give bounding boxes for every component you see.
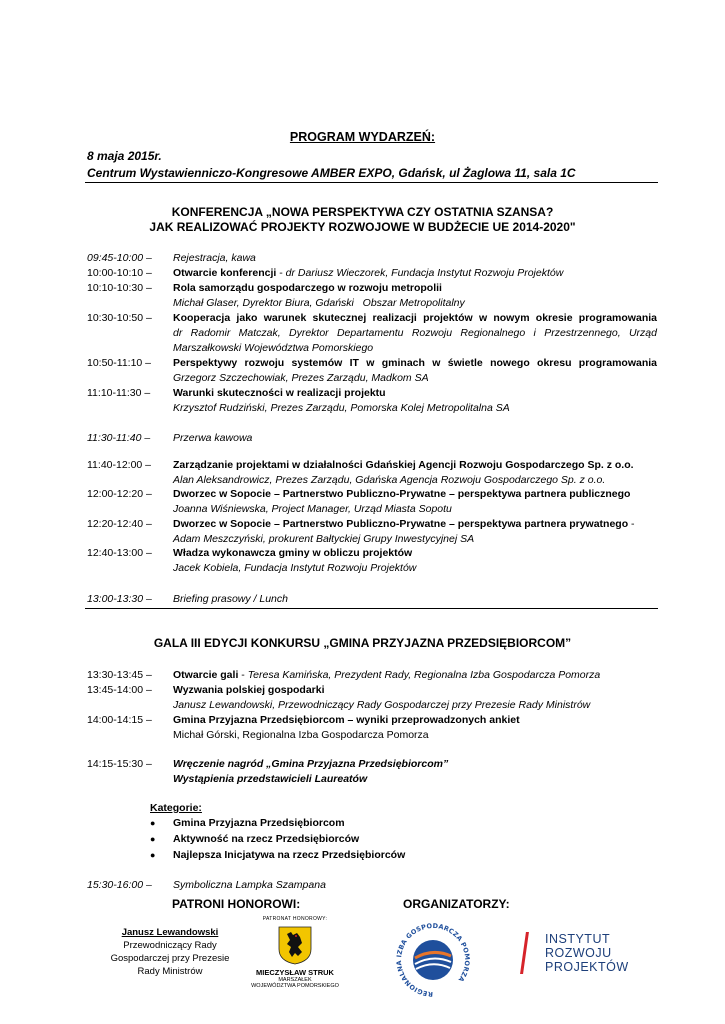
gala-title: GALA III EDYCJI KONKURSU „GMINA PRZYJAZNA PRZEDSIĘBIORCOM”	[153, 636, 572, 650]
patrons-label: PATRONI HONOROWI:	[172, 897, 301, 911]
agenda-time: 10:30-10:50 –	[87, 312, 152, 324]
rigp-emblem-icon	[387, 914, 479, 1006]
griffin-emblem-icon	[276, 925, 314, 965]
agenda-title: Dworzec w Sopocie – Partnerstwo Publiczno-Prywatne – perspektywa partnera prywatnego	[173, 518, 629, 530]
agenda-time: 13:00-13:30 –	[87, 593, 152, 605]
agenda-time: 12:00-12:20 –	[87, 488, 152, 500]
honorary-patron	[100, 926, 240, 978]
agenda-title: Warunki skuteczności w realizacji projektu	[173, 387, 386, 399]
agenda-speaker: dr Dariusz Wieczorek, Fundacja Instytut Rozwoju Projektów	[285, 267, 564, 279]
conference-title-line1: KONFERENCJA „NOWA PERSPEKTYWA CZY OSTATNIA SZANSA?	[171, 205, 554, 219]
agenda-time: 09:45-10:00 –	[87, 252, 152, 264]
divider	[85, 608, 658, 609]
agenda-time: 10:50-11:10 –	[87, 357, 152, 369]
category-item: Najlepsza Inicjatywa na rzecz Przedsiębiorców	[173, 849, 406, 861]
agenda-time: 11:40-12:00 –	[87, 459, 152, 471]
agenda-speaker: dr Radomir Matczak, Dyrektor Departamentu Rozwoju Regionalnego i Przestrzennego, Urząd	[173, 326, 657, 339]
patron-role: Gospodarczej przy Prezesie	[110, 953, 230, 964]
organizers-label: ORGANIZATORZY:	[403, 897, 510, 911]
seal-name: MIECZYSŁAW STRUK	[256, 968, 334, 977]
agenda-separator: -	[276, 267, 286, 279]
categories-label: Kategorie:	[150, 802, 202, 814]
agenda-title: Otwarcie konferencji	[173, 267, 277, 279]
agenda-speaker: Michał Glaser, Dyrektor Biura, Gdański Obszar Metropolitalny	[173, 296, 465, 309]
agenda-title: Otwarcie gali	[173, 669, 239, 681]
bullet-icon: ●	[150, 850, 156, 860]
irp-mark-icon	[520, 932, 543, 974]
agenda-time: 15:30-16:00 –	[87, 879, 152, 891]
agenda-title: Perspektywy rozwoju systemów IT w gminach w świetle nowego okresu programowania	[173, 357, 657, 369]
agenda-title: Symboliczna Lampka Szampana	[173, 879, 326, 891]
agenda-separator: -	[238, 669, 248, 681]
agenda-time: 10:10-10:30 –	[87, 282, 152, 294]
seal-role: MARSZAŁEK	[278, 977, 312, 983]
agenda-time: 11:10-11:30 –	[87, 387, 151, 399]
irp-logo	[523, 930, 653, 978]
agenda-speaker: Grzegorz Szczechowiak, Prezes Zarządu, Madkom SA	[173, 371, 429, 384]
bullet-icon: ●	[150, 818, 156, 828]
agenda-speaker: Krzysztof Rudziński, Prezes Zarządu, Pomorska Kolej Metropolitalna SA	[173, 401, 510, 414]
patron-role: Przewodniczący Rady	[123, 940, 217, 951]
patron-role: Rady Ministrów	[137, 966, 203, 977]
agenda-speaker: Adam Meszczyński, prokurent Bałtyckiej Grupy Inwestycyjnej SA	[173, 532, 475, 545]
agenda-time: 14:15-15:30 –	[87, 758, 152, 770]
agenda-time: 12:20-12:40 –	[87, 518, 152, 530]
rigp-circular-text: REGIONALNA IZBA GOSPODARCZA POMORZA	[394, 921, 472, 999]
agenda-time: 12:40-13:00 –	[87, 547, 152, 559]
irp-line: INSTYTUT	[545, 932, 611, 946]
irp-line: ROZWOJU	[545, 946, 612, 960]
agenda-time: 14:00-14:15 –	[87, 714, 152, 726]
agenda-time: 13:45-14:00 –	[87, 684, 152, 696]
page-title: PROGRAM WYDARZEŃ:	[289, 130, 436, 144]
agenda-title: Władza wykonawcza gminy w obliczu projektów	[173, 547, 413, 559]
agenda-time: 13:30-13:45 –	[87, 669, 152, 681]
agenda-title: Wyzwania polskiej gospodarki	[173, 684, 325, 696]
agenda-speaker: Teresa Kamińska, Prezydent Rady, Regionalna Izba Gospodarcza Pomorza	[247, 669, 601, 681]
agenda-title: Rejestracja, kawa	[173, 252, 256, 264]
marshal-patronage-logo	[240, 916, 350, 1006]
agenda-title: Przerwa kawowa	[173, 432, 253, 444]
agenda-title: Wręczenie nagród „Gmina Przyjazna Przedsiębiorcom”	[173, 758, 449, 770]
agenda-speaker: Jacek Kobiela, Fundacja Instytut Rozwoju Projektów	[173, 561, 417, 574]
irp-line: PROJEKTÓW	[545, 960, 629, 974]
event-venue: Centrum Wystawienniczo-Kongresowe AMBER EXPO, Gdańsk, ul Żaglowa 11, sala 1C	[87, 166, 576, 180]
agenda-speaker: Joanna Wiśniewska, Project Manager, Urząd Miasta Sopotu	[173, 502, 452, 515]
seal-caption: PATRONAT HONOROWY:	[262, 916, 328, 922]
event-date: 8 maja 2015r.	[87, 149, 162, 163]
agenda-speaker-cont: Marszałkowski Województwa Pomorskiego	[173, 341, 374, 354]
agenda-title: Gmina Przyjazna Przedsiębiorcom – wyniki przeprowadzonych ankiet	[173, 714, 520, 726]
agenda-title: Briefing prasowy / Lunch	[173, 593, 288, 605]
patron-name: Janusz Lewandowski	[121, 927, 219, 938]
agenda-title: Rola samorządu gospodarczego w rozwoju metropolii	[173, 282, 442, 294]
agenda-speaker: Janusz Lewandowski, Przewodniczący Rady Gospodarczej przy Prezesie Rady Ministrów	[173, 698, 591, 711]
agenda-time: 10:00-10:10 –	[87, 267, 152, 279]
agenda-time: 11:30-11:40 –	[87, 432, 151, 444]
agenda-speaker: Alan Aleksandrowicz, Prezes Zarządu, Gdańska Agencja Rozwoju Gospodarczego Sp. z o.o.	[173, 473, 606, 486]
category-item: Gmina Przyjazna Przedsiębiorcom	[173, 817, 345, 829]
rigp-logo	[387, 914, 479, 1006]
category-item: Aktywność na rzecz Przedsiębiorców	[173, 833, 360, 845]
agenda-title: Zarządzanie projektami w działalności Gdańskiej Agencji Rozwoju Gospodarczego Sp. z o.o.	[173, 459, 634, 471]
agenda-speaker: Michał Górski, Regionalna Izba Gospodarcza Pomorza	[173, 728, 429, 741]
agenda-title: Dworzec w Sopocie – Partnerstwo Publiczno-Prywatne – perspektywa partnera publicznego	[173, 488, 631, 500]
agenda-subtitle: Wystąpienia przedstawicieli Laureatów	[173, 772, 368, 785]
agenda-separator: -	[628, 518, 635, 530]
divider	[85, 182, 658, 183]
conference-title-line2: JAK REALIZOWAĆ PROJEKTY ROZWOJOWE W BUDŻECIE UE 2014-2020"	[149, 220, 576, 234]
seal-region: WOJEWÓDZTWA POMORSKIEGO	[251, 983, 339, 989]
agenda-title: Kooperacja jako warunek skutecznej realizacji projektów w nowym okresie programowania	[173, 312, 657, 324]
bullet-icon: ●	[150, 834, 156, 844]
